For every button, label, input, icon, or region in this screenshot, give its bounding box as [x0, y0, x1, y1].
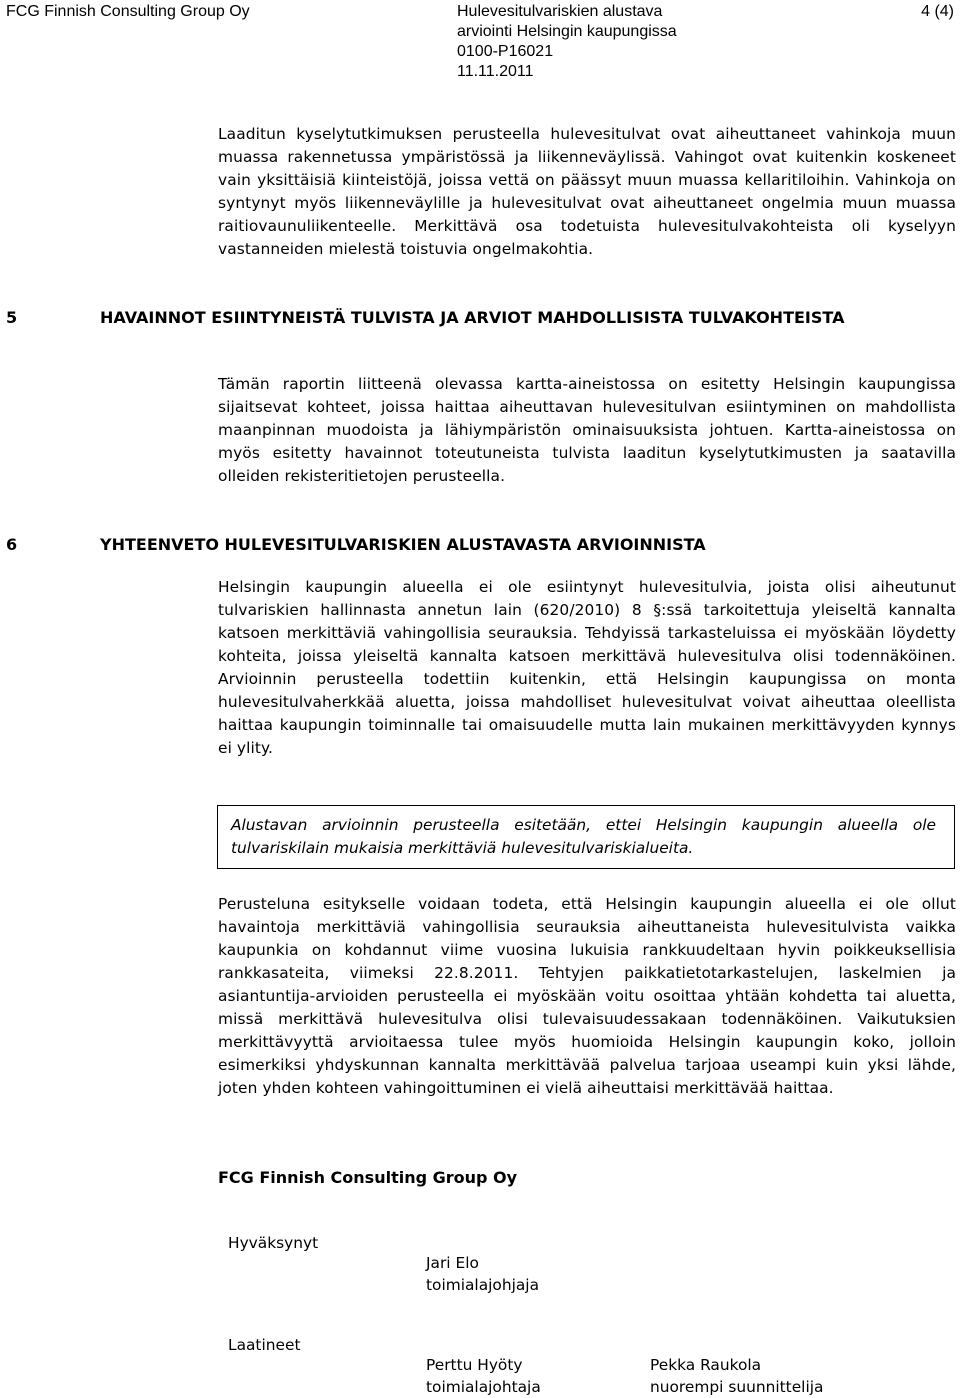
section-5-paragraph — [218, 373, 956, 488]
section-6-paragraph — [218, 576, 956, 760]
header-document-info — [457, 2, 677, 82]
conclusion-box — [217, 805, 955, 869]
header-doc-id: 0100-P16021 — [457, 43, 554, 60]
header-doc-title-line2: arviointi Helsingin kaupungissa — [457, 23, 677, 40]
section-5-paragraph-text: Tämän raportin liitteenä olevassa kartta-aineistossa on esitetty Helsingin kaupungissa sijaitsevat kohteet, joissa haittaa aiheuttavan hulevesitulvan esiintyminen on mahdollista maanpinnan muodoista ja lähiympäristön ominaisuuksista johtuen. Kartta-aineistossa on myös esitetty havainnot toteutuneista tulvista laaditun kyselytutkimusten ja saatavilla olleiden rekisteritietojen perusteella. — [218, 375, 956, 485]
approved-label: Hyväksynyt — [228, 1234, 319, 1252]
approver-title: toimialajohjaja — [426, 1276, 539, 1294]
prepared-label: Laatineet — [228, 1336, 301, 1354]
justification-paragraph — [218, 893, 956, 1100]
signature-company: FCG Finnish Consulting Group Oy — [218, 1168, 518, 1187]
intro-paragraph — [218, 123, 956, 261]
preparer-2-block — [650, 1354, 823, 1398]
section-5-title: HAVAINNOT ESIINTYNEISTÄ TULVISTA JA ARVIOT MAHDOLLISISTA TULVAKOHTEISTA — [100, 308, 845, 327]
preparer-1-title: toimialajohtaja — [426, 1378, 541, 1396]
approver-name: Jari Elo — [426, 1254, 479, 1272]
header-company: FCG Finnish Consulting Group Oy — [6, 3, 250, 20]
preparer-2-name: Pekka Raukola — [650, 1356, 762, 1374]
section-6-number: 6 — [6, 535, 18, 554]
intro-paragraph-text: Laaditun kyselytutkimuksen perusteella hulevesitulvat ovat aiheuttaneet vahinkoja muun muassa rakennetussa ympäristössä ja liikenneväylissä. Vahingot ovat kuitenkin koskeneet vain yksittäisiä kiinteistöjä, joissa vettä on päässyt muun muassa kellaritiloihin. Vahinkoja on syntynyt myös liikenneväylille ja hulevesitulvat ovat aiheuttaneet ongelmia muun muassa raitiovaunuliikenteelle. Merkittävä osa todetuista hulevesitulvakohteista oli kyselyyn vastanneiden mielestä toistuvia ongelmakohtia. — [218, 125, 956, 258]
justification-paragraph-text: Perusteluna esitykselle voidaan todeta, että Helsingin kaupungin alueella ei ole ollut havaintoja merkittäviä vahingollisia seurauksia aiheuttaneista hulevesitulvista vaikka kaupunkia on kohdannut viime vuosina lukuisia rankkuudeltaan hyvin poikkeuksellisia rankkasateita, viimeksi 22.8.2011. Tehtyjen paikkatietotarkastelujen, laskelmien ja asiantuntija-arvioiden perusteella ei myöskään voitu osoittaa yhtään kohdetta tai aluetta, missä merkittävä hulevesitulva olisi tulevaisuudessakaan todennäköinen. Vaikutuksien merkittävyyttä arvioitaessa tulee myös huomioida Helsingin kaupungin koko, jolloin esimerkiksi yhdyskunnan kannalta merkittävää palvelua tarjoaa useampi kuin yksi lähde, joten yhden kohteen vahingoittuminen ei vielä aiheuttaisi merkittävää haittaa. — [218, 895, 956, 1097]
preparer-1-name: Perttu Hyöty — [426, 1356, 523, 1374]
approver-block — [426, 1252, 539, 1296]
section-5-number: 5 — [6, 308, 18, 327]
header-date: 11.11.2011 — [457, 63, 534, 80]
header-page-number: 4 (4) — [921, 3, 954, 20]
section-6-title: YHTEENVETO HULEVESITULVARISKIEN ALUSTAVASTA ARVIOINNISTA — [100, 535, 706, 554]
conclusion-statement: Alustavan arvioinnin perusteella esitetään, ettei Helsingin kaupungin alueella ole tulvariskilain mukaisia merkittäviä hulevesitulvariskialueita. — [231, 816, 936, 857]
preparer-2-title: nuorempi suunnittelija — [650, 1378, 824, 1396]
header-doc-title-line1: Hulevesitulvariskien alustava — [457, 3, 663, 20]
preparer-1-block — [426, 1354, 541, 1398]
section-6-paragraph-text: Helsingin kaupungin alueella ei ole esiintynyt hulevesitulvia, joista olisi aiheutunut tulvariskien hallinnasta annetun lain (620/2010) 8 §:ssä tarkoitettuja yleiseltä kannalta katsoen merkittäviä vahingollisia seurauksia. Tehdyissä tarkasteluissa ei myöskään löydetty kohteita, joissa yleiseltä kannalta katsoen merkittävä hulevesitulva olisi todennäköinen. Arvioinnin perusteella todettiin kuitenkin, että Helsingin kaupungissa on monta hulevesitulvaherkkää aluetta, joissa mahdolliset hulevesitulvat voivat aiheuttaa oleellista haittaa kaupungin toiminnalle tai omaisuudelle mutta lain mukainen merkittävyyden kynnys ei ylity. — [218, 578, 956, 757]
